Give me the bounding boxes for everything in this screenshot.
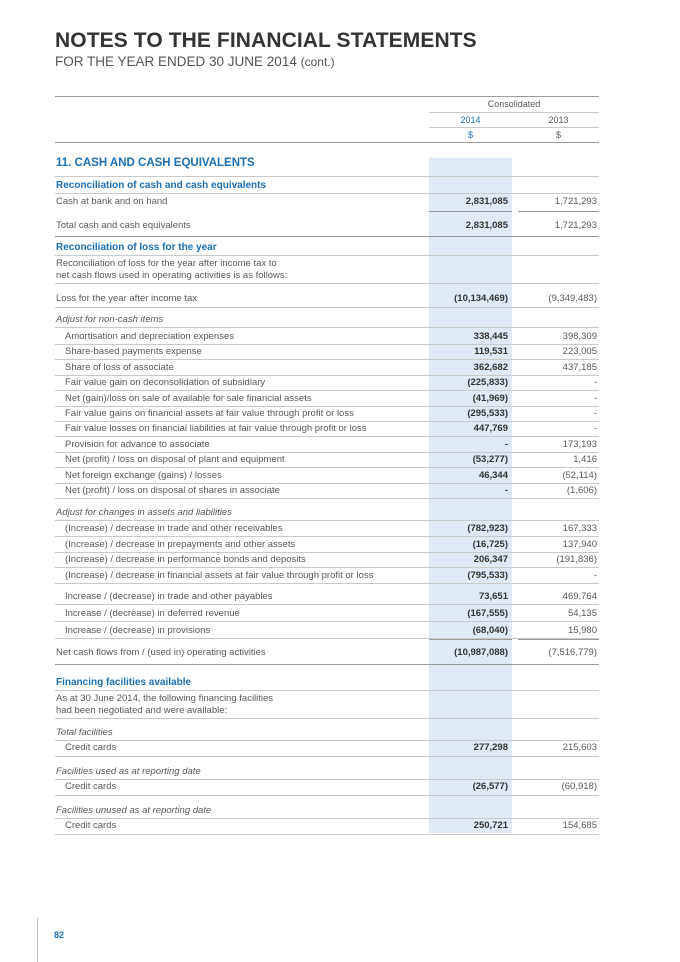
value-2014: 119,531	[474, 346, 508, 358]
value-2013: 398,309	[562, 331, 597, 342]
value-2014: (167,555)	[467, 608, 508, 620]
intro-text-line: Reconciliation of loss for the year after income tax to	[56, 258, 277, 269]
divider	[55, 176, 599, 177]
page-number: 82	[54, 930, 65, 940]
value-2013: 154,685	[562, 820, 597, 831]
section-heading-cash-reconciliation: Reconciliation of cash and cash equivalents	[56, 180, 267, 191]
row-label: Net cash flows from / (used in) operating activities	[56, 647, 266, 658]
divider	[55, 96, 599, 97]
value-2013: 167,333	[562, 523, 597, 534]
divider	[55, 520, 599, 521]
subheading-used-facilities: Facilities used as at reporting date	[56, 766, 201, 777]
divider	[55, 818, 599, 819]
value-2013: -	[593, 392, 597, 404]
divider	[55, 142, 599, 143]
divider	[55, 621, 599, 622]
row-label: Net foreign exchange (gains) / losses	[65, 469, 222, 481]
intro-text-line: As at 30 June 2014, the following financing facilities	[56, 693, 274, 704]
row-label: Increase / (decrease) in trade and other payables	[65, 591, 273, 602]
subheading-total-facilities: Total facilities	[56, 727, 113, 738]
value-2014: (225,833)	[467, 377, 508, 389]
divider	[55, 390, 599, 391]
page-number-bar	[37, 918, 38, 962]
divider	[55, 604, 599, 605]
row-label: Credit cards	[65, 820, 117, 831]
value-2013: (52,114)	[562, 469, 597, 481]
divider	[55, 327, 599, 328]
divider	[55, 236, 599, 237]
divider	[55, 483, 599, 484]
divider	[55, 375, 599, 376]
value-2014: 206,347	[473, 554, 508, 566]
row-label: (Increase) / decrease in financial assets at fair value through profit or loss	[65, 570, 374, 582]
row-label: (Increase) / decrease in trade and other receivables	[65, 523, 283, 534]
row-label: Share-based payments expense	[65, 346, 202, 358]
divider	[55, 193, 599, 194]
divider	[55, 536, 599, 537]
divider	[55, 406, 599, 407]
value-2013: 15,980	[567, 625, 597, 637]
value-2014: -	[504, 485, 508, 496]
value-2014: (795,533)	[467, 570, 508, 582]
value-2013: 1,721,293	[554, 196, 597, 207]
value-2014: 277,298	[473, 742, 508, 753]
value-2013: (1,606)	[566, 485, 597, 496]
divider	[429, 127, 599, 128]
divider	[55, 255, 599, 256]
column-year-2013: 2013	[548, 115, 569, 125]
row-label: Share of loss of associate	[65, 361, 174, 373]
value-2013: -	[593, 423, 597, 435]
value-2014: (41,969)	[472, 392, 508, 404]
value-2013: 1,721,293	[554, 220, 597, 231]
subheading-noncash: Adjust for non-cash items	[56, 314, 164, 325]
value-2013: -	[593, 408, 597, 419]
column-year-2014: 2014	[460, 115, 481, 125]
value-2014: (10,987,088)	[454, 647, 508, 658]
divider	[55, 283, 599, 284]
value-2014: (26,577)	[472, 781, 508, 792]
value-2014: 73,651	[478, 591, 508, 602]
value-2013: (60,918)	[561, 781, 597, 792]
value-2014: (782,923)	[467, 523, 508, 534]
row-label: Total cash and cash equivalents	[56, 220, 191, 231]
column-currency-2013: $	[555, 130, 561, 140]
divider	[55, 779, 599, 780]
subtotal-rule	[429, 211, 512, 212]
value-2013: 173,193	[562, 438, 597, 450]
value-2013: (191,836)	[556, 554, 597, 566]
row-label: Credit cards	[65, 742, 117, 753]
divider	[55, 718, 599, 719]
subheading-unused-facilities: Facilities unused as at reporting date	[56, 805, 212, 816]
divider	[55, 834, 599, 835]
column-group-header: Consolidated	[487, 99, 541, 109]
value-2014: (10,134,469)	[454, 293, 508, 304]
divider	[55, 795, 599, 796]
divider	[55, 467, 599, 468]
value-2013: 1,416	[573, 454, 597, 466]
divider	[55, 359, 599, 360]
value-2014: 46,344	[478, 469, 508, 481]
row-label: (Increase) / decrease in prepayments and other assets	[65, 538, 296, 550]
value-2014: 2,831,085	[465, 196, 508, 207]
row-label: (Increase) / decrease in performance bonds and deposits	[65, 554, 306, 566]
divider	[55, 344, 599, 345]
row-label: Net (profit) / loss on disposal of shares in associate	[65, 485, 280, 496]
subtotal-rule	[518, 211, 599, 212]
divider	[55, 690, 599, 691]
row-label: Fair value gain on deconsolidation of subsidiary	[65, 377, 266, 389]
value-2013: 215,603	[562, 742, 597, 753]
row-label: Provision for advance to associate	[65, 438, 210, 450]
value-2013: 223,005	[562, 346, 597, 358]
row-label: Fair value gains on financial assets at fair value through profit or loss	[65, 408, 354, 419]
value-2014: (68,040)	[472, 625, 508, 637]
divider	[429, 112, 599, 113]
value-2014: (295,533)	[467, 408, 508, 419]
subtitle-text: FOR THE YEAR ENDED 30 JUNE 2014	[55, 54, 297, 69]
value-2014: 447,769	[473, 423, 508, 435]
divider	[55, 307, 599, 308]
divider	[55, 452, 599, 453]
value-2014: (16,725)	[472, 538, 508, 550]
row-label: Increase / (decrease) in deferred revenue	[65, 608, 240, 620]
row-label: Loss for the year after income tax	[56, 293, 197, 304]
row-label: Increase / (decrease) in provisions	[65, 625, 211, 637]
page-title: NOTES TO THE FINANCIAL STATEMENTS	[55, 29, 477, 52]
value-2013: 137,940	[562, 538, 597, 550]
value-2013: (7,516,779)	[548, 647, 597, 658]
value-2014: 362,682	[473, 361, 508, 373]
subheading-changes: Adjust for changes in assets and liabilities	[56, 507, 232, 518]
value-2014: (53,277)	[472, 454, 508, 466]
section-heading-financing: Financing facilities available	[56, 677, 192, 688]
row-label: Fair value losses on financial liabilities at fair value through profit or loss	[65, 423, 367, 435]
divider	[55, 740, 599, 741]
row-label: Net (profit) / loss on disposal of plant and equipment	[65, 454, 285, 466]
subtotal-rule	[429, 639, 512, 640]
divider	[55, 567, 599, 568]
row-label: Credit cards	[65, 781, 117, 792]
row-label: Cash at bank and on hand	[56, 196, 168, 207]
divider	[55, 421, 599, 422]
page-subtitle	[55, 54, 335, 69]
value-2014: -	[504, 438, 508, 450]
value-2013: 54,135	[567, 608, 597, 620]
value-2013: (9,349,483)	[548, 293, 597, 304]
column-currency-2014: $	[467, 130, 473, 140]
divider	[55, 552, 599, 553]
note-title: 11. CASH AND CASH EQUIVALENTS	[56, 157, 255, 169]
row-label: Amortisation and depreciation expenses	[65, 331, 234, 342]
value-2014: 250,721	[473, 820, 508, 831]
row-label: Net (gain)/loss on sale of available for sale financial assets	[65, 392, 312, 404]
divider	[55, 436, 599, 437]
subtitle-cont: (cont.)	[300, 55, 335, 69]
divider	[55, 583, 599, 584]
value-2014: 338,445	[473, 331, 508, 342]
current-year-column-shading	[429, 158, 512, 833]
intro-text-line: had been negotiated and were available:	[56, 705, 228, 716]
value-2013: 469,764	[562, 591, 597, 602]
intro-text-line: net cash flows used in operating activities is as follows:	[56, 270, 288, 281]
divider	[55, 756, 599, 757]
value-2013: -	[593, 377, 597, 389]
divider	[55, 498, 599, 499]
value-2013: -	[593, 570, 597, 582]
value-2013: 437,185	[562, 361, 597, 373]
subtotal-rule	[518, 639, 599, 640]
section-heading-loss-reconciliation: Reconciliation of loss for the year	[56, 242, 217, 253]
value-2014: 2,831,085	[465, 220, 508, 231]
divider	[55, 664, 599, 665]
